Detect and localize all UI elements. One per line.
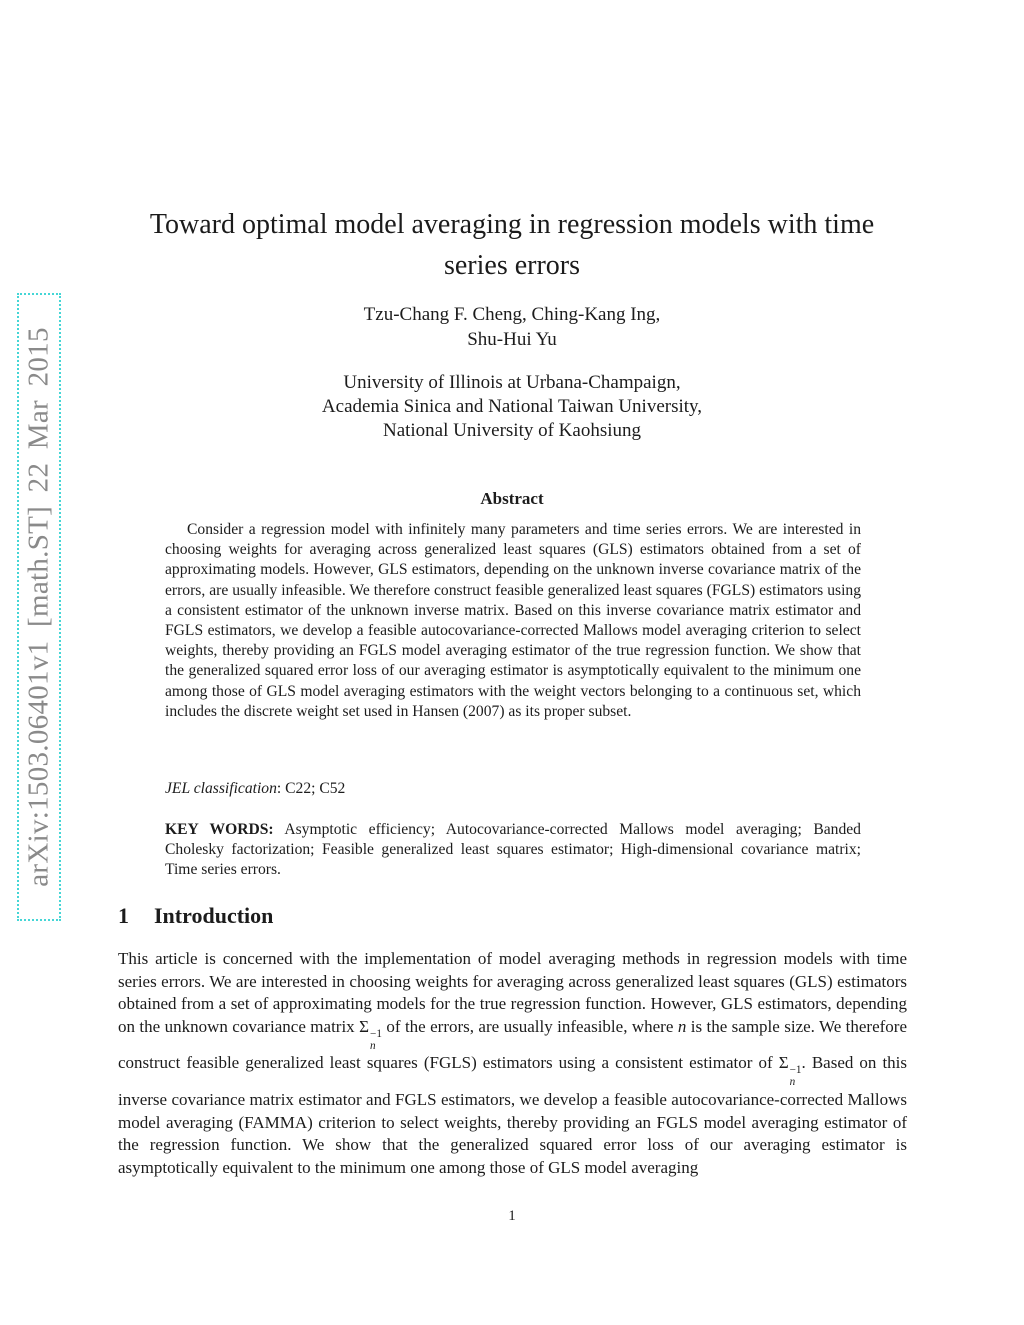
introduction-paragraph <box>118 948 907 1179</box>
affiliation-line: Academia Sinica and National Taiwan University, <box>321 396 703 417</box>
affiliation-line: University of Illinois at Urbana-Champaign, <box>343 372 681 393</box>
jel-classification-line <box>165 780 861 798</box>
keywords-label: KEY WORDS: <box>165 821 274 838</box>
affiliations-block <box>122 371 902 443</box>
arxiv-watermark-box <box>17 293 61 921</box>
text-run: of the errors, are usually infeasible, where <box>381 1016 678 1036</box>
keywords-text: Asymptotic efficiency; Autocovariance-corrected Mallows model averaging; Banded Cholesky factorization; Feasible generalized least squares estimator; High-dimensional covariance matrix; Time series errors. <box>165 821 861 879</box>
author-line: Tzu-Chang F. Cheng, Ching-Kang Ing, <box>363 304 661 325</box>
section-number: 1 <box>118 903 129 928</box>
abstract-text: Consider a regression model with infinitely many parameters and time series errors. We are interested in choosing weights for averaging across generalized least squares (GLS) estimators obtained from a set of approximating models. However, GLS estimators, depending on the unknown inverse covariance matrix of the errors, are usually infeasible. We therefore construct feasible generalized least squares (FGLS) estimators using a consistent estimator of the unknown inverse matrix. Based on this inverse covariance matrix estimator and FGLS estimators, we develop a feasible autocovariance-corrected Mallows model averaging criterion to select weights, thereby providing an FGLS model averaging estimator of the true regression function. We show that the generalized squared error loss of our averaging estimator is asymptotically equivalent to the minimum one among those of GLS model averaging estimators with the weight vectors belonging to a continuous set, which includes the discrete weight set used in Hansen (2007) as its proper subset. <box>165 521 861 720</box>
jel-label: JEL classification <box>165 780 277 797</box>
page-number: 1 <box>508 1208 516 1224</box>
arxiv-watermark-text: arXiv:1503.06401v1 [math.ST] 22 Mar 2015 <box>22 327 55 887</box>
paper-title: Toward optimal model averaging in regression models with time series errors <box>149 209 875 281</box>
abstract-heading: Abstract <box>480 489 544 508</box>
author-line: Shu-Hui Yu <box>467 329 557 350</box>
section-title: Introduction <box>154 903 274 928</box>
jel-value: : C22; C52 <box>276 780 346 797</box>
text-run: is the sample size. We therefore construct feasible generalized least squares (FGLS) estimators using a consistent estimator of <box>118 1016 907 1073</box>
math-sigma-inverse: Σ −1 n <box>359 1016 382 1052</box>
affiliation-line: National University of Kaohsiung <box>382 420 642 441</box>
math-sigma-inverse: Σ −1 n <box>778 1053 802 1089</box>
authors-block <box>122 302 902 352</box>
text-run: This article is concerned with the implementation of model averaging methods in regression models with time series errors. We are interested in choosing weights for averaging across generalized least squares (GLS) estimators obtained from a set of approximating models for the true regression function. However, GLS estimators, depending on the unknown covariance matrix <box>118 949 907 1036</box>
keywords-block <box>165 820 861 881</box>
section-heading-introduction <box>118 903 907 929</box>
math-variable: n <box>677 1016 687 1036</box>
text-run: . Based on this inverse covariance matrix estimator and FGLS estimators, we develop a feasible autocovariance-corrected Mallows model averaging (FAMMA) criterion to select weights, thereby providing an FGLS model averaging estimator of the regression function. We show that the generalized squared error loss of our averaging estimator is asymptotically equivalent to the minimum one among those of GLS model averaging <box>118 1053 908 1177</box>
